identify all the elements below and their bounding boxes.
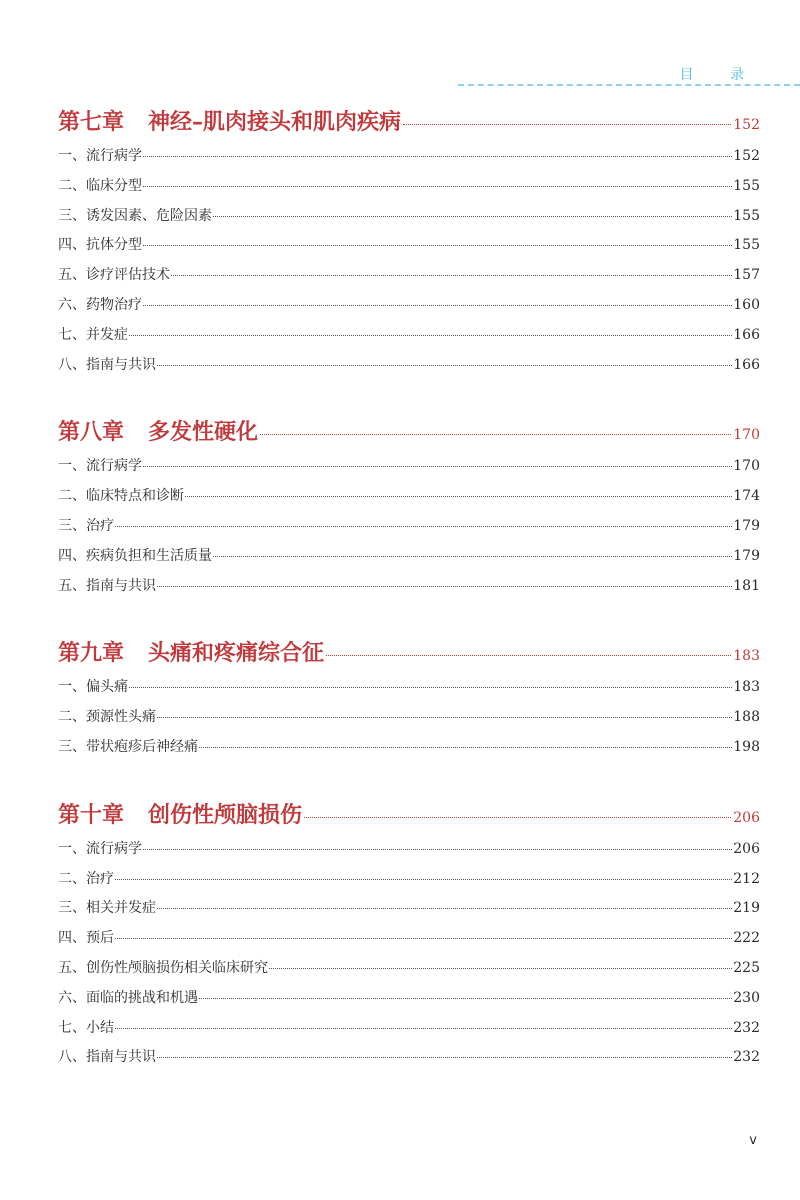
- section-page-number: 219: [733, 900, 760, 917]
- toc-entry[interactable]: [58, 485, 760, 515]
- section-title: 二、颈源性头痛: [58, 709, 156, 726]
- page-header: [0, 60, 800, 90]
- section-title: 一、流行病学: [58, 458, 142, 475]
- section-page-number: 206: [733, 840, 760, 857]
- toc-entry[interactable]: [58, 868, 760, 898]
- section-title: 三、诱发因素、危险因素: [58, 207, 212, 224]
- toc-entry[interactable]: [58, 264, 760, 294]
- section-page-number: 166: [733, 356, 760, 373]
- dot-leader: [403, 124, 731, 125]
- dot-leader: [199, 998, 732, 999]
- section-page-number: 152: [733, 148, 760, 164]
- section-title: 三、治疗: [58, 517, 114, 534]
- section-title: 三、相关并发症: [58, 900, 156, 917]
- dot-leader: [143, 466, 732, 467]
- chapter-block: [58, 415, 760, 604]
- chapter-number: 第七章: [58, 109, 125, 135]
- dot-leader: [143, 186, 732, 187]
- section-page-number: 188: [733, 709, 760, 726]
- section-page-number: 232: [733, 1049, 760, 1066]
- section-page-number: 157: [733, 267, 760, 284]
- chapter-heading[interactable]: [58, 105, 760, 145]
- dot-leader: [115, 879, 732, 880]
- toc-entry[interactable]: [58, 545, 760, 575]
- toc-entry[interactable]: [58, 676, 760, 706]
- section-title: 七、小结: [58, 1019, 114, 1036]
- dot-leader: [115, 1028, 732, 1029]
- chapter-number: 第十章: [58, 801, 125, 828]
- chapter-page-number: 206: [733, 809, 760, 826]
- section-title: 一、流行病学: [58, 840, 142, 857]
- section-page-number: 198: [733, 738, 760, 755]
- dot-leader: [129, 687, 732, 688]
- chapter-heading[interactable]: [58, 636, 760, 676]
- dot-leader: [185, 496, 732, 497]
- section-title: 五、诊疗评估技术: [58, 267, 170, 284]
- section-title: 二、临床特点和诊断: [58, 488, 184, 505]
- section-title: 二、治疗: [58, 870, 114, 887]
- toc-entry[interactable]: [58, 1017, 760, 1047]
- chapter-page-number: 152: [733, 117, 760, 133]
- section-title: 六、面临的挑战和机遇: [58, 989, 198, 1006]
- section-title: 四、抗体分型: [58, 237, 142, 254]
- chapter-heading[interactable]: [58, 415, 760, 455]
- chapter-title: 多发性硬化: [148, 419, 259, 446]
- dot-leader: [143, 245, 732, 246]
- toc-entry[interactable]: [58, 515, 760, 545]
- toc-entry[interactable]: [58, 736, 760, 766]
- toc-entry[interactable]: [58, 957, 760, 987]
- dot-leader: [143, 156, 732, 157]
- section-title: 一、偏头痛: [58, 679, 128, 696]
- table-of-contents: [58, 105, 760, 1108]
- page-number: v: [749, 1133, 757, 1148]
- section-page-number: 170: [733, 458, 760, 475]
- section-page-number: 174: [733, 488, 760, 505]
- section-title: 五、创伤性颅脑损伤相关临床研究: [58, 959, 268, 976]
- dot-leader: [199, 747, 732, 748]
- chapter-title: 头痛和疼痛综合征: [148, 640, 325, 667]
- section-page-number: 166: [733, 326, 760, 343]
- toc-entry[interactable]: [58, 897, 760, 927]
- section-title: 八、指南与共识: [58, 1049, 156, 1066]
- toc-entry[interactable]: [58, 927, 760, 957]
- dot-leader: [115, 938, 732, 939]
- section-page-number: 155: [733, 237, 760, 254]
- dot-leader: [129, 335, 732, 336]
- section-page-number: 183: [733, 679, 760, 696]
- chapter-block: [58, 105, 760, 383]
- toc-entry[interactable]: [58, 234, 760, 264]
- toc-entry[interactable]: [58, 1046, 760, 1076]
- section-title: 四、疾病负担和生活质量: [58, 547, 212, 564]
- dot-leader: [304, 817, 731, 818]
- section-title: 一、流行病学: [58, 148, 142, 164]
- toc-entry[interactable]: [58, 175, 760, 205]
- section-page-number: 179: [733, 547, 760, 564]
- chapter-title: 创伤性颅脑损伤: [148, 801, 303, 828]
- section-title: 二、临床分型: [58, 177, 142, 194]
- toc-entry[interactable]: [58, 987, 760, 1017]
- dot-leader: [171, 275, 732, 276]
- toc-entry[interactable]: [58, 145, 760, 175]
- chapter-page-number: 170: [733, 427, 760, 444]
- toc-entry[interactable]: [58, 354, 760, 384]
- dot-leader: [157, 1057, 732, 1058]
- chapter-number: 第八章: [58, 419, 125, 446]
- section-title: 五、指南与共识: [58, 577, 156, 594]
- dot-leader: [157, 586, 732, 587]
- header-dashed-line: [458, 84, 800, 86]
- section-page-number: 232: [733, 1019, 760, 1036]
- section-title: 八、指南与共识: [58, 356, 156, 373]
- chapter-block: [58, 636, 760, 765]
- chapter-block: [58, 798, 760, 1076]
- toc-header-title: 目 录: [679, 67, 760, 83]
- dot-leader: [143, 849, 732, 850]
- toc-entry[interactable]: [58, 575, 760, 605]
- chapter-page-number: 183: [733, 648, 760, 665]
- section-page-number: 222: [733, 930, 760, 947]
- dot-leader: [213, 216, 732, 217]
- toc-entry[interactable]: [58, 838, 760, 868]
- dot-leader: [157, 717, 732, 718]
- section-page-number: 212: [733, 870, 760, 887]
- section-title: 四、预后: [58, 930, 114, 947]
- section-title: 六、药物治疗: [58, 296, 142, 313]
- section-page-number: 181: [733, 577, 760, 594]
- toc-entry[interactable]: [58, 205, 760, 235]
- section-title: 七、并发症: [58, 326, 128, 343]
- chapter-title: 神经–肌肉接头和肌肉疾病: [148, 109, 402, 135]
- dot-leader: [269, 968, 732, 969]
- toc-entry[interactable]: [58, 455, 760, 485]
- section-page-number: 179: [733, 517, 760, 534]
- dot-leader: [157, 908, 732, 909]
- dot-leader: [260, 434, 731, 435]
- dot-leader: [157, 365, 732, 366]
- chapter-heading[interactable]: [58, 798, 760, 838]
- section-page-number: 225: [733, 959, 760, 976]
- chapter-number: 第九章: [58, 640, 125, 667]
- section-page-number: 155: [733, 177, 760, 194]
- section-page-number: 160: [733, 296, 760, 313]
- toc-entry[interactable]: [58, 324, 760, 354]
- dot-leader: [326, 655, 731, 656]
- dot-leader: [213, 556, 732, 557]
- section-page-number: 230: [733, 989, 760, 1006]
- toc-entry[interactable]: [58, 706, 760, 736]
- toc-entry[interactable]: [58, 294, 760, 324]
- dot-leader: [115, 526, 732, 527]
- dot-leader: [143, 305, 732, 306]
- section-page-number: 155: [733, 207, 760, 224]
- section-title: 三、带状疱疹后神经痛: [58, 738, 198, 755]
